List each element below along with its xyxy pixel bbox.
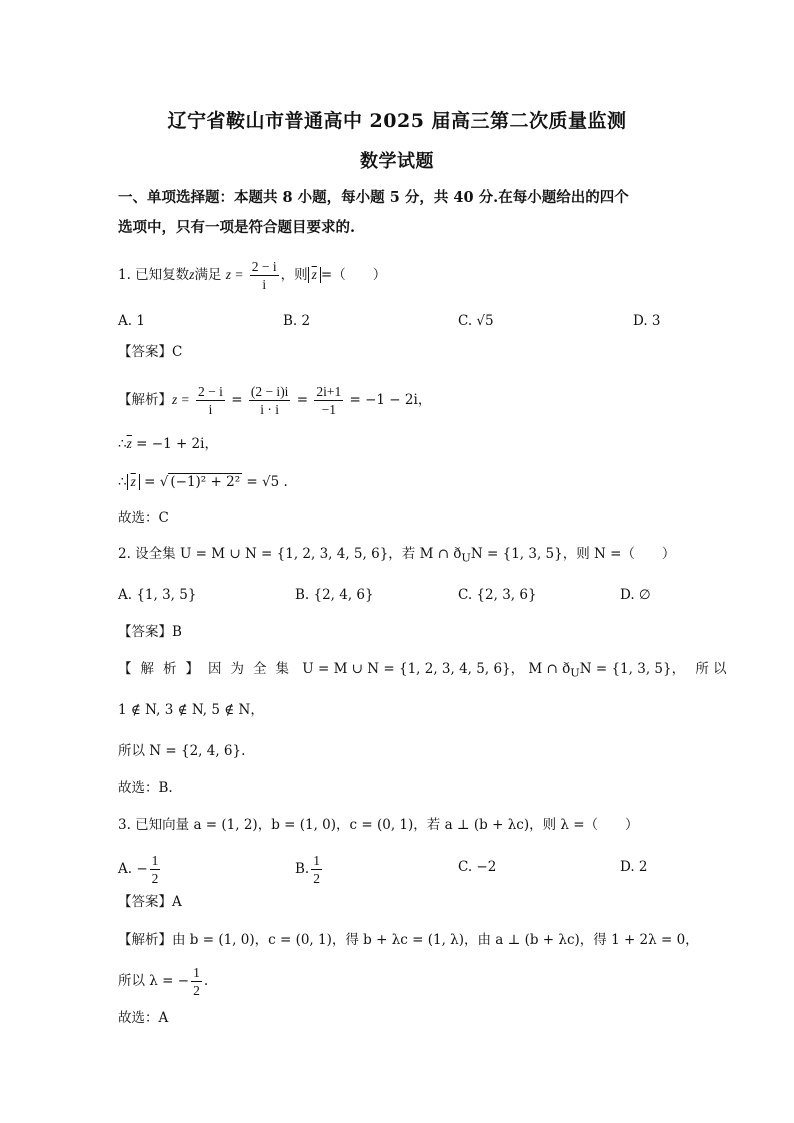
q2-answer: 【答案】B <box>118 624 182 640</box>
q1-stem-eq: z = <box>225 267 244 282</box>
q2-option-d: D. ∅ <box>620 587 651 603</box>
q2-stem-sub: U <box>461 551 471 565</box>
q3-optA-den: 2 <box>151 871 159 886</box>
q3-al2-frac <box>191 964 202 999</box>
q3-analysis: 【解析】由 b = (1, 0)，c = (0, 1)，得 b + λc = (1, λ)，由 a ⊥ (b + λc)，得 1 + 2λ = 0， <box>118 932 699 948</box>
q1-step3-eq: = <box>139 474 160 490</box>
q1-af1-den: i <box>208 402 213 417</box>
q1-step3-rest: = √5 . <box>242 474 288 490</box>
q2-analysis-p3: N = {1, 3, 5}， <box>579 661 686 677</box>
question-1-stem <box>118 258 386 293</box>
exam-title: 辽宁省鞍山市普通高中 2025 届高三第二次质量监测 <box>167 110 627 132</box>
q1-stem-end: =（ ） <box>320 267 387 283</box>
section-heading-line2: 选项中，只有一项是符合题目要求的. <box>118 219 356 236</box>
q1-analysis: 【解析】z = $\frac{2 - i}{i}$ = $\frac{(2 - i)i}{i \cdot i}$ = $\frac{2i+1}{-1}$ = −1 − 2i， <box>118 384 432 417</box>
q1-stem-prefix: 1. 已知复数 <box>118 267 190 283</box>
q1-answer: 【答案】C <box>118 344 183 360</box>
q1-step3-radicand: (−1)² + 2² <box>170 474 241 490</box>
q1-step2-conj: $\overline{z}$ <box>126 436 132 451</box>
section-heading-line1: 一、单项选择题：本题共 8 小题，每小题 5 分，共 40 分.在每小题给出的四个 <box>118 189 629 206</box>
q3-answer: 【答案】A <box>118 894 182 910</box>
q1-conclusion: 故选：C <box>118 510 169 526</box>
q2-analysis-p1: U = M ∪ N = {1, 2, 3, 4, 5, 6}， <box>302 661 525 677</box>
q2-analysis-line3: 所以 N = {2, 4, 6}. <box>118 743 246 759</box>
q3-option-d: D. 2 <box>620 859 648 875</box>
q1-step3-abs: $\overline{z}$ <box>127 474 140 490</box>
q3-option-c: C. −2 <box>458 859 497 875</box>
q1-step3-radical: √ (−1)² + 2² <box>159 474 241 490</box>
q1-step2-rest: = −1 + 2i， <box>131 436 218 452</box>
q1-af3-den: −1 <box>321 402 336 417</box>
q1-analysis-frac3 <box>314 383 343 418</box>
q1-af2-num: (2 − i)i <box>250 384 289 399</box>
q1-analysis-result: = −1 − 2i， <box>349 392 432 408</box>
q1-frac-den: i <box>262 277 267 292</box>
q3-al2-den: 2 <box>193 983 200 998</box>
q3-al2-num: 1 <box>193 965 200 980</box>
q2-analysis-label: 【解析】因为全集 <box>118 661 298 677</box>
q2-conclusion: 故选：B. <box>118 780 173 796</box>
q1-step2 <box>118 434 218 454</box>
q2-option-b: B. {2, 4, 6} <box>295 587 374 603</box>
question-3-stem: 3. 已知向量 a = (1, 2)，b = (1, 0)，c = (0, 1)，若 a ⊥ (b + λc)，则 λ =（ ） <box>118 817 639 833</box>
q1-af3-num: 2i+1 <box>316 384 342 399</box>
q3-optA-num: 1 <box>151 853 159 868</box>
exam-subtitle: 数学试题 <box>360 151 434 172</box>
q1-analysis-label: 【解析】 <box>118 392 172 408</box>
q1-option-a: A. 1 <box>118 313 145 329</box>
q3-option-a-label: A. − <box>118 861 148 877</box>
q1-frac-num: 2 − i <box>251 259 277 274</box>
q1-option-d: D. 3 <box>633 313 661 329</box>
q1-stem-var: z <box>189 267 195 282</box>
q3-optB-den: 2 <box>313 871 320 886</box>
q1-stem-then: ，则 <box>280 267 308 283</box>
q1-option-c: C. √5 <box>458 313 494 329</box>
q1-analysis-frac2 <box>249 383 291 418</box>
q3-option-a <box>118 852 162 887</box>
q1-stem-mid: 满足 <box>194 267 222 283</box>
q1-af2-den: i · i <box>260 402 279 417</box>
q1-af1-num: 2 − i <box>198 384 223 399</box>
q1-stem-abs: $\overline{z}$ <box>308 267 321 283</box>
q3-conclusion: 故选：A <box>118 1010 169 1026</box>
q2-analysis-sub: U <box>570 666 580 680</box>
q3-option-b-label: B. <box>295 861 310 877</box>
q2-stem-end: N = {1, 3, 5}，则 N =（ ） <box>470 546 676 562</box>
q1-step2-prefix: ∴ <box>118 436 127 452</box>
q1-stem-fraction <box>250 258 279 293</box>
q3-option-b <box>295 852 324 887</box>
q2-analysis-p4: 所 以 <box>695 661 727 677</box>
q2-stem: 2. 设全集 U = M ∪ N = {1, 2, 3, 4, 5, 6}，若 M ∩ ð <box>118 546 462 562</box>
question-2-stem <box>118 544 675 569</box>
q1-step3-prefix: ∴ <box>118 474 127 490</box>
q1-step3 <box>118 472 288 492</box>
q1-option-b: B. 2 <box>283 313 311 329</box>
q2-option-a: A. {1, 3, 5} <box>118 587 197 603</box>
q3-analysis-line2 <box>118 964 208 999</box>
q2-analysis <box>118 659 727 684</box>
q2-analysis-line2: 1 ∉ N, 3 ∉ N, 5 ∉ N， <box>118 702 264 718</box>
q3-al2-end: . <box>203 973 209 989</box>
q3-optB-num: 1 <box>313 853 320 868</box>
q3-al2-prefix: 所以 λ = − <box>118 973 190 989</box>
q1-analysis-frac1 <box>196 383 225 418</box>
q3-option-a-frac <box>150 852 161 887</box>
q2-analysis-p2: M ∩ ð <box>528 661 571 677</box>
q3-option-b-frac <box>311 852 322 887</box>
q2-option-c: C. {2, 3, 6} <box>458 587 537 603</box>
q1-analysis-eq: z = <box>172 392 190 407</box>
